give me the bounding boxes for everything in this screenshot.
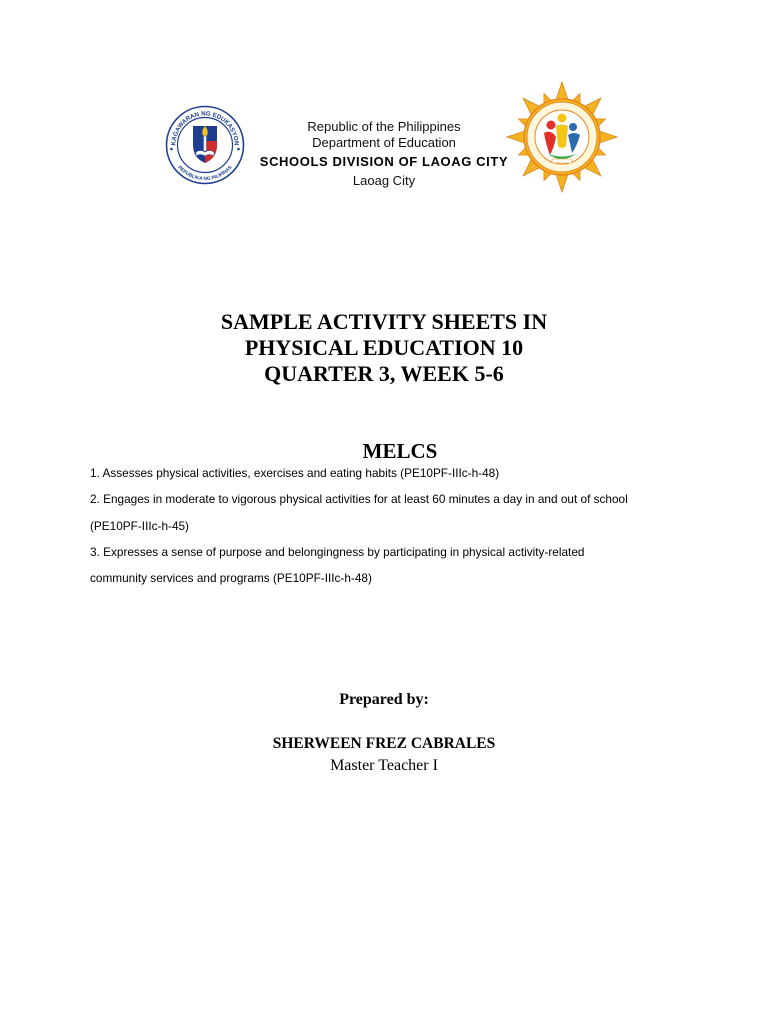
seal-ribbon [552, 159, 572, 163]
list-item-line: 1. Assesses physical activities, exercises and eating habits (PE10PF-IIIc-h-48) [90, 466, 500, 480]
division-seal-svg [506, 81, 618, 193]
division-seal-logo [506, 81, 618, 193]
list-item [90, 460, 628, 486]
melcs-list [90, 460, 628, 591]
document-title [0, 309, 768, 387]
list-item-line: community services and programs (PE10PF-IIIc-h-48) [90, 571, 372, 586]
preparer-name: SHERWEEN FREZ CABRALES [272, 735, 496, 752]
melcs-heading: MELCS [362, 439, 438, 463]
header-division: SCHOOLS DIVISION OF LAOAG CITY [259, 154, 509, 169]
title-line-3: QUARTER 3, WEEK 5-6 [264, 361, 504, 386]
seal-top-text: KAGAWARAN NG EDUKASYON [170, 110, 240, 146]
seal-bottom-text: REPUBLIKA NG PILIPINAS [176, 165, 234, 183]
seal-red-figure-head [547, 121, 556, 130]
seal-blue-figure-head [569, 123, 577, 131]
header-city: Laoag City [352, 173, 416, 188]
header-department: Department of Education [312, 135, 456, 150]
title-line-2: PHYSICAL EDUCATION 10 [244, 335, 524, 360]
seal-yellow-figure-head [558, 114, 567, 123]
list-item [90, 486, 628, 539]
header-republic: Republic of the Philippines [307, 119, 461, 134]
list-item-line: 3. Expresses a sense of purpose and belongingness by participating in physical activity-related [90, 544, 585, 559]
list-item-line: 2. Engages in moderate to vigorous physical activities for at least 60 minutes a day in and out of school [90, 492, 628, 507]
prepared-by-label: Prepared by: [339, 691, 429, 708]
list-item [90, 539, 628, 592]
preparer-position: Master Teacher I [330, 757, 438, 774]
list-item-line: (PE10PF-IIIc-h-45) [90, 518, 189, 533]
title-line-1: SAMPLE ACTIVITY SHEETS IN [220, 309, 548, 334]
